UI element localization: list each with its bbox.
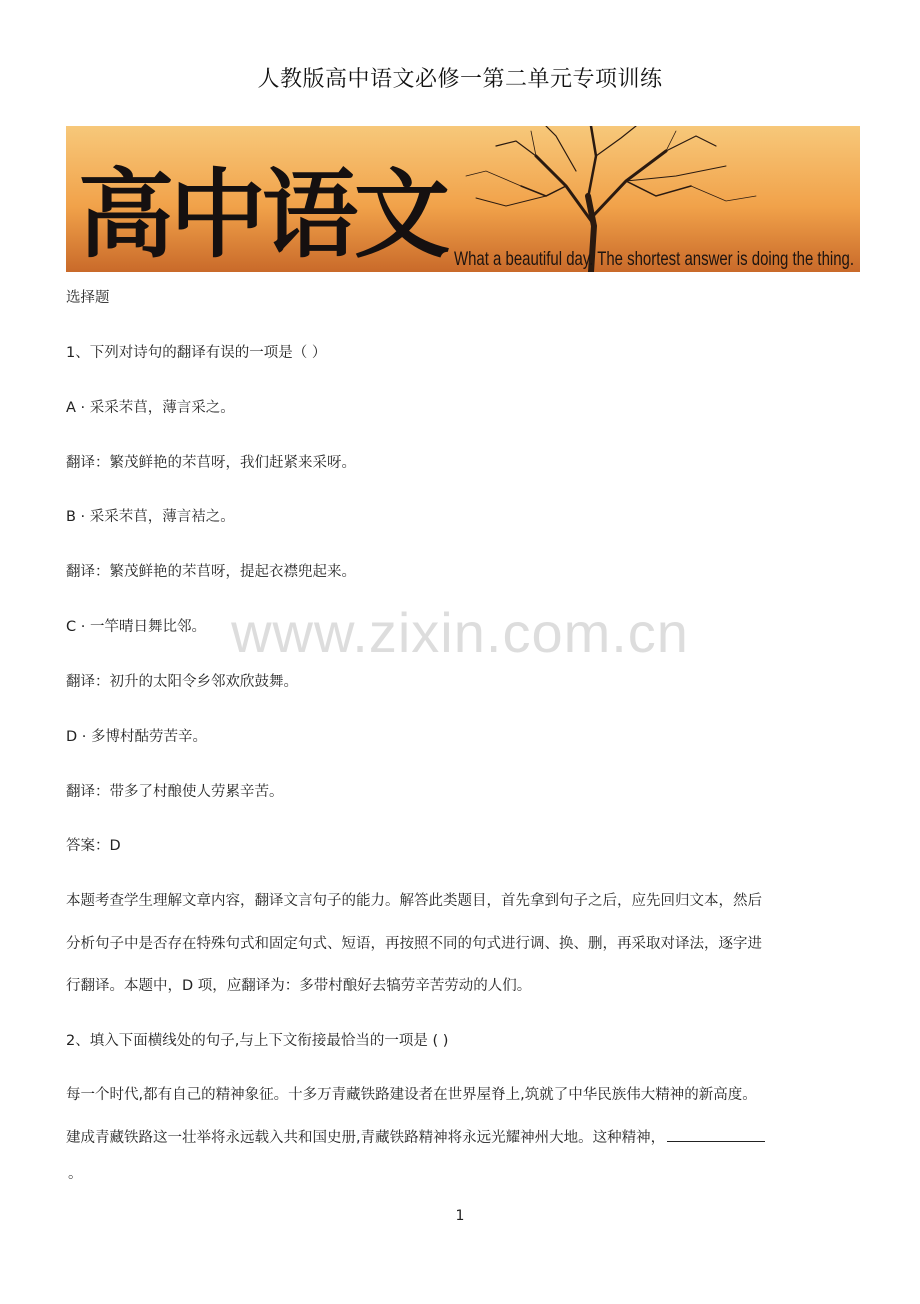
option-b-translation: 翻译：繁茂鲜艳的芣苢呀，提起衣襟兜起来。 [66,564,356,580]
question-1-stem: 1、下列对诗句的翻译有误的一项是（ ） [66,345,327,361]
passage-line: 。 [68,1166,83,1182]
option-b: B · 采采芣苢，薄言袺之。 [66,509,235,525]
analysis-line: 分析句子中是否存在特殊句式和固定句式、短语，再按照不同的句式进行调、换、删，再采取对译法，逐字进 [66,936,762,952]
option-a: A · 采采芣苢，薄言采之。 [66,400,235,416]
option-a-translation: 翻译：繁茂鲜艳的芣苢呀，我们赶紧来采呀。 [66,455,356,471]
analysis-line: 本题考查学生理解文章内容，翻译文言句子的能力。解答此类题目，首先拿到句子之后，应先回归文本，然后 [66,893,762,909]
section-label: 选择题 [66,290,110,306]
answer-blank[interactable] [667,1127,765,1142]
banner-big-text: 高中语文 [78,158,446,271]
option-d: D · 多博村酤劳苦辛。 [66,729,207,745]
option-d-translation: 翻译：带多了村酿使人劳累辛苦。 [66,784,284,800]
analysis-line: 行翻译。本题中，D 项，应翻译为：多带村酿好去犒劳辛苦劳动的人们。 [66,978,532,994]
watermark: www.zixin.com.cn [231,601,689,664]
page-number: 1 [455,1208,465,1224]
option-c-translation: 翻译：初升的太阳令乡邻欢欣鼓舞。 [66,674,298,690]
page-title: 人教版高中语文必修一第二单元专项训练 [257,67,663,92]
question-2-stem: 2、填入下面横线处的句子,与上下文衔接最恰当的一项是 ( ) [66,1033,449,1049]
banner-slogan: What a beautiful day. The shortest answer is doing the thing. [454,248,854,270]
question-1-answer: 答案：D [66,838,121,854]
passage-line [66,1126,765,1147]
passage-text: 建成青藏铁路这一壮举将永远载入共和国史册,青藏铁路精神将永远光耀神州大地。这种精神， [66,1130,666,1146]
option-c: C · 一竿晴日舞比邻。 [66,619,206,635]
banner-image [66,126,860,272]
passage-line: 每一个时代,都有自己的精神象征。十多万青藏铁路建设者在世界屋脊上,筑就了中华民族伟大精神的新高度。 [66,1087,757,1103]
